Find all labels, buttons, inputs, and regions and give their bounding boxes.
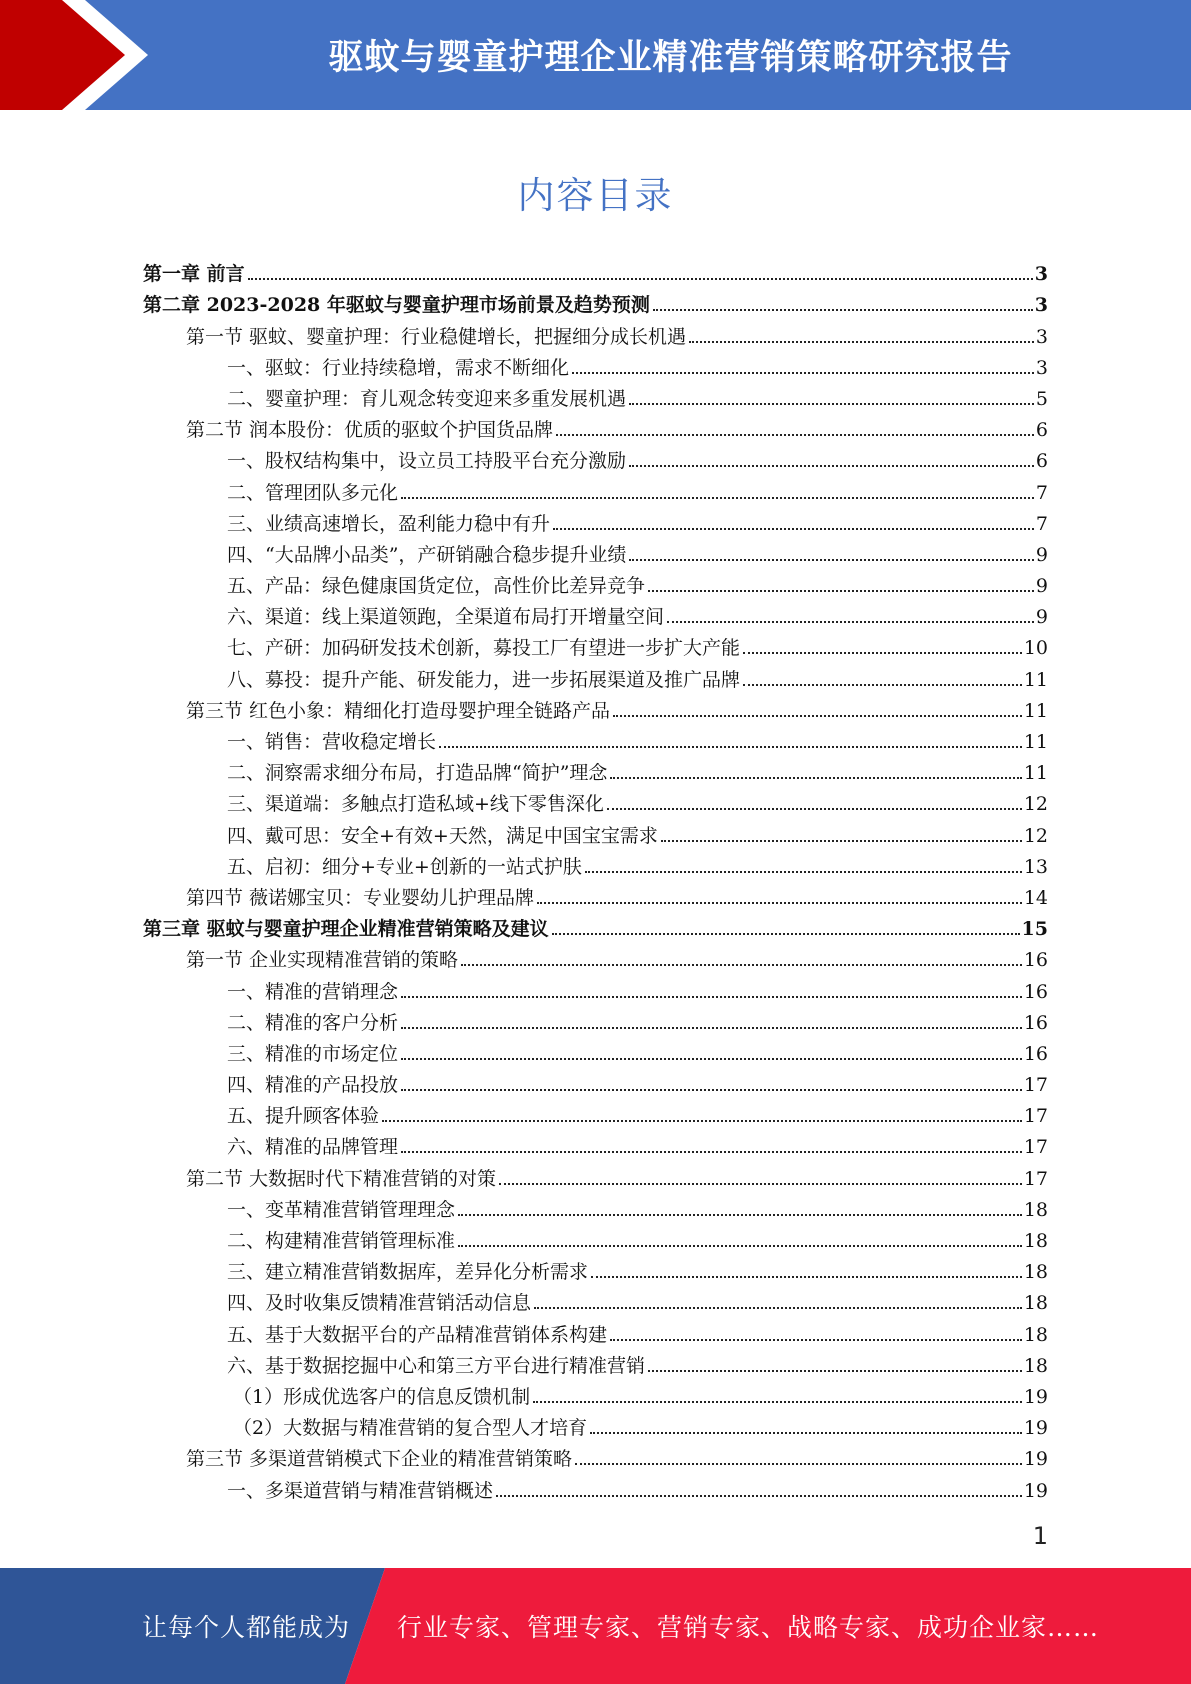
toc-entry-page: 17 [1023, 1167, 1048, 1190]
toc-entry[interactable] [143, 254, 1048, 285]
toc-entry[interactable] [143, 971, 1048, 1002]
toc-heading: 内容目录 [517, 174, 674, 217]
toc-entry-title: 一、精准的营销理念 [227, 980, 399, 1003]
toc-entry[interactable] [143, 535, 1048, 566]
table-of-contents [143, 254, 1048, 1502]
toc-entry-title: 八、募投：提升产能、研发能力，进一步拓展渠道及推广品牌 [227, 668, 741, 691]
toc-dot-leader [401, 1087, 1022, 1091]
toc-entry[interactable] [143, 1377, 1048, 1408]
toc-entry[interactable] [143, 722, 1048, 753]
toc-entry[interactable] [143, 1283, 1048, 1314]
toc-entry[interactable] [143, 285, 1048, 316]
footer-slogan-left: 让每个人都能成为 [142, 1613, 351, 1642]
toc-entry-page: 18 [1023, 1323, 1048, 1346]
toc-entry[interactable] [143, 472, 1048, 503]
toc-entry-page: 3 [1034, 263, 1048, 286]
toc-entry-page: 5 [1035, 387, 1048, 410]
toc-entry-title: 第一节 企业实现精准营销的策略 [186, 949, 459, 972]
toc-entry-page: 18 [1023, 1198, 1048, 1221]
toc-entry-page: 11 [1023, 699, 1048, 722]
toc-entry-title: 一、股权结构集中，设立员工持股平台充分激励 [227, 450, 627, 473]
toc-entry[interactable] [143, 909, 1048, 940]
toc-dot-leader [499, 1181, 1022, 1185]
toc-entry-title: （1）形成优选客户的信息反馈机制 [233, 1385, 531, 1408]
toc-dot-leader [667, 619, 1034, 623]
toc-entry-page: 19 [1023, 1385, 1048, 1408]
toc-dot-leader [461, 962, 1022, 966]
toc-entry-title: 第三章 驱蚊与婴童护理企业精准营销策略及建议 [143, 918, 549, 941]
toc-entry[interactable] [143, 940, 1048, 971]
toc-dot-leader [401, 1149, 1022, 1153]
toc-entry[interactable] [143, 1439, 1048, 1470]
toc-entry-page: 9 [1035, 606, 1048, 629]
toc-entry-title: 一、多渠道营销与精准营销概述 [227, 1479, 494, 1502]
toc-entry[interactable] [143, 1065, 1048, 1096]
toc-entry[interactable] [143, 1221, 1048, 1252]
toc-entry[interactable] [143, 1158, 1048, 1189]
toc-entry[interactable] [143, 566, 1048, 597]
toc-entry-page: 18 [1023, 1354, 1048, 1377]
toc-dot-leader [648, 1368, 1022, 1372]
header-banner [0, 0, 1191, 110]
toc-entry[interactable] [143, 1252, 1048, 1283]
toc-entry-page: 14 [1023, 886, 1048, 909]
toc-dot-leader [458, 1212, 1022, 1216]
toc-entry-page: 3 [1035, 325, 1048, 348]
toc-entry[interactable] [143, 659, 1048, 690]
toc-entry-page: 11 [1023, 762, 1048, 785]
toc-entry-title: 五、启初：细分+专业+创新的一站式护肤 [227, 855, 582, 878]
toc-entry-title: 三、精准的市场定位 [227, 1042, 399, 1065]
toc-dot-leader [629, 557, 1033, 561]
toc-entry-page: 17 [1023, 1105, 1048, 1128]
toc-dot-leader [648, 588, 1034, 592]
toc-entry[interactable] [143, 441, 1048, 472]
toc-entry-page: 18 [1023, 1261, 1048, 1284]
toc-entry-title: 四、戴可思：安全+有效+天然，满足中国宝宝需求 [227, 824, 658, 847]
toc-entry[interactable] [143, 1190, 1048, 1221]
toc-entry-title: 二、婴童护理：育儿观念转变迎来多重发展机遇 [227, 387, 627, 410]
toc-entry-title: 四、“大品牌小品类”，产研销融合稳步提升业绩 [227, 543, 627, 566]
toc-dot-leader [401, 495, 1034, 499]
toc-entry-page: 16 [1023, 1042, 1048, 1065]
toc-entry-page: 11 [1023, 668, 1048, 691]
toc-entry-title: 第三节 多渠道营销模式下企业的精准营销策略 [186, 1448, 573, 1471]
toc-entry-title: 四、精准的产品投放 [227, 1074, 399, 1097]
toc-entry-page: 17 [1023, 1136, 1048, 1159]
toc-entry-page: 7 [1035, 512, 1048, 535]
toc-entry-page: 12 [1023, 793, 1048, 816]
toc-entry-page: 16 [1023, 1011, 1048, 1034]
toc-entry-title: 二、精准的客户分析 [227, 1011, 399, 1034]
toc-dot-leader [248, 276, 1033, 280]
toc-entry-page: 18 [1023, 1292, 1048, 1315]
toc-dot-leader [585, 869, 1022, 873]
toc-entry[interactable] [143, 847, 1048, 878]
toc-entry-page: 3 [1034, 294, 1048, 317]
toc-entry-page: 7 [1035, 481, 1048, 504]
toc-dot-leader [591, 1274, 1022, 1278]
toc-entry[interactable] [143, 691, 1048, 722]
toc-dot-leader [610, 775, 1021, 779]
toc-dot-leader [629, 463, 1034, 467]
toc-entry-title: 二、管理团队多元化 [227, 481, 399, 504]
toc-entry-title: 三、渠道端：多触点打造私域+线下零售深化 [227, 793, 604, 816]
toc-entry[interactable] [143, 628, 1048, 659]
toc-entry-page: 11 [1023, 731, 1048, 753]
toc-entry-title: 二、构建精准营销管理标准 [227, 1230, 456, 1252]
toc-dot-leader [610, 1337, 1022, 1341]
toc-entry[interactable] [143, 316, 1048, 347]
toc-entry-page: 13 [1023, 855, 1048, 878]
footer-slogan-right: 行业专家、管理专家、营销专家、战略专家、成功企业家…… [397, 1613, 1100, 1642]
toc-dot-leader [629, 401, 1034, 405]
toc-entry-title: 第四节 薇诺娜宝贝：专业婴幼儿护理品牌 [186, 886, 535, 909]
toc-dot-leader [572, 370, 1034, 374]
toc-entry-page: 6 [1035, 419, 1048, 442]
toc-dot-leader [653, 307, 1033, 311]
toc-entry[interactable] [143, 1346, 1048, 1377]
toc-entry-page: 9 [1035, 543, 1048, 566]
toc-entry[interactable] [143, 348, 1048, 379]
toc-entry-title: 第二章 2023-2028 年驱蚊与婴童护理市场前景及趋势预测 [143, 294, 650, 317]
toc-entry-title: 七、产研：加码研发技术创新，募投工厂有望进一步扩大产能 [227, 637, 741, 660]
toc-dot-leader [553, 526, 1034, 530]
toc-dot-leader [743, 682, 1022, 686]
toc-entry-title: 四、及时收集反馈精准营销活动信息 [227, 1292, 532, 1315]
toc-entry[interactable] [143, 1003, 1048, 1034]
toc-entry[interactable] [143, 1408, 1048, 1439]
toc-dot-leader [537, 900, 1022, 904]
toc-entry-title: 五、提升顾客体验 [227, 1105, 380, 1128]
footer-banner [0, 1568, 1191, 1684]
toc-entry[interactable] [143, 1314, 1048, 1345]
toc-dot-leader [613, 713, 1022, 717]
toc-entry-page: 17 [1023, 1074, 1048, 1097]
toc-entry[interactable] [143, 1470, 1048, 1501]
toc-entry-page: 16 [1023, 980, 1048, 1003]
report-title: 驱蚊与婴童护理企业精准营销策略研究报告 [328, 38, 1013, 78]
toc-entry[interactable] [143, 597, 1048, 628]
toc-entry-title: 第二节 润本股份：优质的驱蚊个护国货品牌 [186, 419, 554, 442]
toc-dot-leader [575, 1461, 1022, 1465]
toc-entry-title: 五、基于大数据平台的产品精准营销体系构建 [227, 1323, 608, 1346]
toc-dot-leader [607, 806, 1022, 810]
toc-dot-leader [743, 650, 1022, 654]
toc-entry-title: 第一章 前言 [143, 263, 245, 286]
toc-entry-page: 19 [1023, 1479, 1048, 1502]
toc-entry-title: 一、驱蚊：行业持续稳增，需求不断细化 [227, 356, 570, 379]
toc-entry[interactable] [143, 815, 1048, 846]
toc-dot-leader [401, 994, 1022, 998]
toc-entry-title: 六、基于数据挖掘中心和第三方平台进行精准营销 [227, 1354, 646, 1377]
toc-entry[interactable] [143, 504, 1048, 535]
toc-entry-title: 六、渠道：线上渠道领跑，全渠道布局打开增量空间 [227, 606, 665, 629]
toc-dot-leader [458, 1243, 1022, 1247]
toc-dot-leader [534, 1305, 1022, 1309]
toc-entry-page: 19 [1023, 1448, 1048, 1471]
toc-entry[interactable] [143, 1034, 1048, 1065]
toc-dot-leader [401, 1056, 1022, 1060]
toc-dot-leader [401, 1025, 1022, 1029]
toc-entry-page: 10 [1023, 637, 1048, 660]
toc-dot-leader [556, 432, 1034, 436]
toc-entry[interactable] [143, 379, 1048, 410]
toc-entry-page: 18 [1023, 1230, 1048, 1252]
toc-entry-page: 9 [1035, 575, 1048, 598]
toc-entry-page: 3 [1035, 356, 1048, 379]
toc-entry-title: 三、建立精准营销数据库，差异化分析需求 [227, 1261, 589, 1284]
toc-entry-page: 12 [1023, 824, 1048, 847]
toc-entry[interactable] [143, 753, 1048, 784]
toc-entry-title: 二、洞察需求细分布局，打造品牌“简护”理念 [227, 762, 608, 785]
toc-entry-page: 19 [1023, 1417, 1048, 1440]
toc-dot-leader [661, 838, 1022, 842]
toc-entry-page: 15 [1021, 918, 1048, 941]
toc-dot-leader [552, 931, 1020, 935]
toc-entry[interactable] [143, 878, 1048, 909]
toc-dot-leader [382, 1118, 1022, 1122]
toc-dot-leader [689, 339, 1034, 343]
toc-entry-title: 一、变革精准营销管理理念 [227, 1198, 456, 1221]
toc-entry-title: 三、业绩高速增长，盈利能力稳中有升 [227, 512, 551, 535]
toc-entry-page: 6 [1035, 450, 1048, 473]
toc-entry[interactable] [143, 410, 1048, 441]
toc-entry-page: 16 [1023, 949, 1048, 972]
toc-entry-title: 五、产品：绿色健康国货定位，高性价比差异竞争 [227, 575, 646, 598]
toc-entry-title: （2）大数据与精准营销的复合型人才培育 [233, 1417, 588, 1440]
toc-dot-leader [496, 1493, 1022, 1497]
toc-entry[interactable] [143, 784, 1048, 815]
toc-entry-title: 第一节 驱蚊、婴童护理：行业稳健增长，把握细分成长机遇 [186, 325, 687, 348]
toc-dot-leader [590, 1430, 1022, 1434]
toc-dot-leader [439, 744, 1022, 748]
toc-dot-leader [533, 1399, 1022, 1403]
toc-entry[interactable] [143, 1096, 1048, 1127]
page-number: 1 [1032, 1522, 1048, 1550]
toc-entry-title: 第三节 红色小象：精细化打造母婴护理全链路产品 [186, 699, 611, 722]
toc-entry-title: 第二节 大数据时代下精准营销的对策 [186, 1167, 497, 1190]
toc-entry-title: 一、销售：营收稳定增长 [227, 731, 437, 753]
toc-entry-title: 六、精准的品牌管理 [227, 1136, 399, 1159]
toc-entry[interactable] [143, 1127, 1048, 1158]
